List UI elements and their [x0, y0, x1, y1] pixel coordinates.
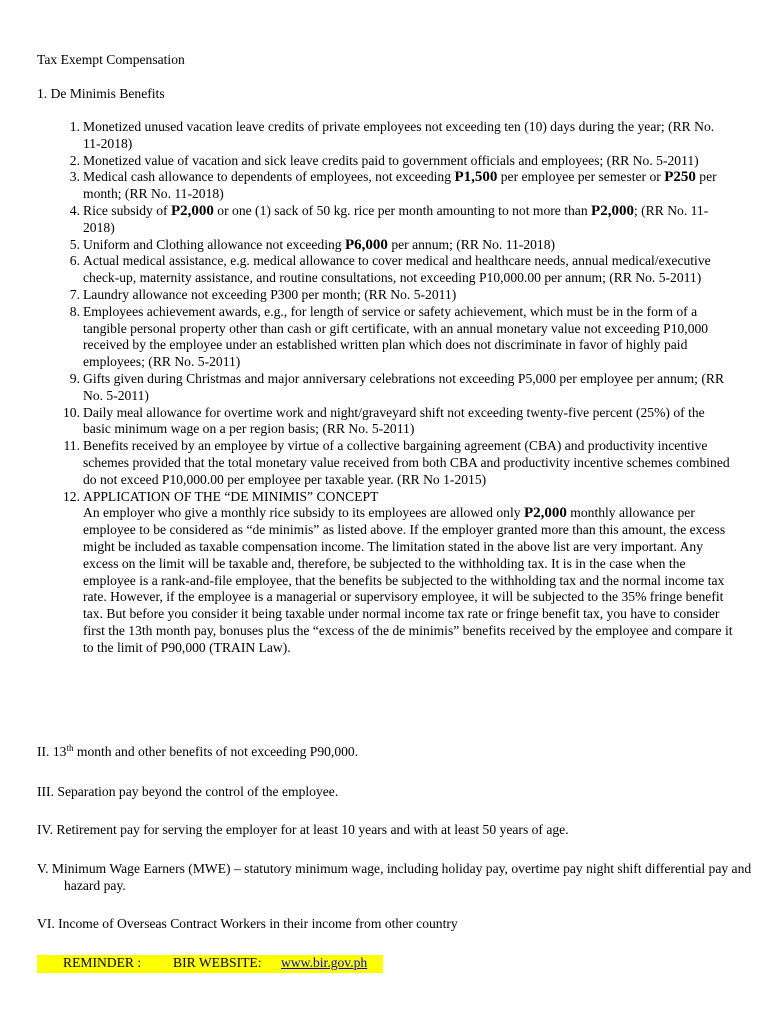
section-v: V. Minimum Wage Earners (MWE) – statutory minimum wage, including holiday pay, overtime pay night shift differential pay and hazard pay. [37, 861, 752, 893]
list-item-number: 5. [69, 236, 80, 252]
list-item-text [83, 169, 734, 203]
list-item-text [83, 119, 734, 153]
list-item-number: 9. [69, 370, 80, 386]
list-item [58, 203, 734, 237]
list-item-text [83, 153, 734, 170]
section-ii-text: month and other benefits of not exceeding P90,000. [73, 744, 359, 759]
text-segment: Gifts given during Christmas and major anniversary celebrations not exceeding P5,000 per employee per annum; (RR No. 5-2011) [83, 370, 725, 403]
reminder-label: REMINDER : [63, 955, 142, 970]
section-vi: VI. Income of Overseas Contract Workers in their income from other country [37, 916, 458, 931]
list-item [58, 371, 734, 405]
text-segment: ; (RR No. 11-2018) [83, 202, 709, 235]
bold-amount: P2,000 [591, 202, 634, 219]
list-item-text [83, 287, 734, 304]
section-ii-superscript: th [66, 743, 74, 753]
list-item-text [83, 237, 734, 254]
section-ii [37, 744, 737, 761]
list-item [58, 405, 734, 439]
list-item-text [83, 304, 734, 371]
list-item-number: 11. [63, 438, 80, 454]
list-item-text [83, 371, 734, 405]
text-segment: Benefits received by an employee by virtue of a collective bargaining agreement (CBA) and productivity incentive schemes provided that the total monetary value received from both CBA and productivity incentive schemes combined do not exceed P10,000.00 per employee per taxable year. (RR No 1-2015) [83, 438, 730, 487]
text-segment: Monetized unused vacation leave credits of private employees not exceeding ten (10) days during the year; (RR No. 11-2018) [83, 119, 715, 151]
list-item [58, 438, 734, 488]
list-item-text [83, 505, 734, 656]
list-item [58, 169, 734, 203]
text-segment: Uniform and Clothing allowance not exceeding [83, 236, 345, 252]
text-segment: Medical cash allowance to dependents of employees, not exceeding [83, 169, 455, 185]
text-segment: Rice subsidy of [83, 202, 171, 218]
de-minimis-list [58, 119, 734, 657]
list-item-number: 4. [69, 202, 80, 218]
section-1-heading: 1. De Minimis Benefits [37, 86, 165, 101]
text-segment: Monetized value of vacation and sick leave credits paid to government officials and employees; (RR No. 5-2011) [83, 152, 699, 168]
list-item [58, 287, 734, 304]
list-item-number: 3. [69, 169, 80, 185]
text-segment: or one (1) sack of 50 kg. rice per month amounting to not more than [213, 202, 592, 218]
list-item [58, 253, 734, 287]
list-item [58, 304, 734, 371]
bir-website-label: BIR WEBSITE: [173, 955, 262, 970]
list-item-number: 1. [69, 119, 80, 134]
list-item [58, 237, 734, 254]
section-iii: III. Separation pay beyond the control of the employee. [37, 784, 339, 799]
list-item-number: 7. [69, 286, 80, 302]
list-item-number: 6. [69, 253, 80, 269]
list-item-heading: APPLICATION OF THE “DE MINIMIS” CONCEPT [83, 488, 379, 504]
bold-amount: P2,000 [170, 202, 214, 219]
section-iv: IV. Retirement pay for serving the employer for at least 10 years and with at least 50 years of age. [37, 822, 569, 837]
list-item-number: 8. [69, 303, 80, 319]
bold-amount: P2,000 [523, 505, 567, 522]
list-item [58, 489, 734, 657]
list-item-text [83, 253, 734, 287]
text-segment: Laundry allowance not exceeding P300 per month; (RR No. 5-2011) [83, 286, 457, 302]
text-segment: monthly allowance per employee to be considered as “de minimis” as listed above. If the employer granted more than this amount, the excess might be included as taxable compensation income. The limitation stated in the above list are very important. Any excess on the limit will be taxable and, therefore, be subjected to the withholding tax. It is in the case when the employee is a rank-and-file employee, that the benefits be subjected to the withholding tax and the normal income tax rate. However, if the employee is a managerial or supervisory employee, it will be subjected to the 35% fringe benefit tax. But before you consider it being taxable under normal income tax rate or fringe benefit tax, you have to consider first the 13th month pay, bonuses plus the “excess of the de minimis” benefits received by the employee and compare it to the limit of P90,000 (TRAIN Law). [83, 505, 733, 655]
bold-amount: P250 [664, 169, 696, 186]
text-segment: per annum; (RR No. 11-2018) [387, 236, 556, 252]
text-segment: Employees achievement awards, e.g., for length of service or safety achievement, which must be in the form of a tangible personal property other than cash or gift certificate, with an annual monetary value not exceeding P10,000 received by the employee under an established written plan which does not discriminate in favor of highly paid employees; (RR No. 5-2011) [83, 303, 709, 370]
list-item [58, 153, 734, 170]
text-segment: per month; (RR No. 11-2018) [83, 169, 717, 202]
bir-website-link[interactable]: www.bir.gov.ph [281, 955, 368, 970]
list-item-number: 10. [63, 404, 80, 420]
list-item-text [83, 203, 734, 237]
list-item-number: 2. [69, 152, 80, 168]
section-ii-prefix: II. 13 [37, 744, 67, 759]
list-item-text [83, 438, 734, 488]
list-item-number: 12. [63, 488, 80, 504]
text-segment: Actual medical assistance, e.g. medical allowance to cover medical and healthcare needs, annual medical/executive check-up, maternity assistance, and routine consultations, not exceeding P10,000.00 per annum; (RR No. 5-2011) [83, 253, 711, 286]
list-item [58, 119, 734, 153]
text-segment: Daily meal allowance for overtime work and night/graveyard shift not exceeding twenty-five percent (25%) of the basic minimum wage on a per region basis; (RR No. 5-2011) [83, 404, 705, 437]
bold-amount: P1,500 [454, 169, 498, 186]
document-title: Tax Exempt Compensation [37, 52, 185, 67]
list-item-text [83, 405, 734, 439]
bold-amount: P6,000 [345, 236, 388, 253]
text-segment: An employer who give a monthly rice subsidy to its employees are allowed only [83, 505, 524, 521]
text-segment: per employee per semester or [497, 169, 665, 185]
